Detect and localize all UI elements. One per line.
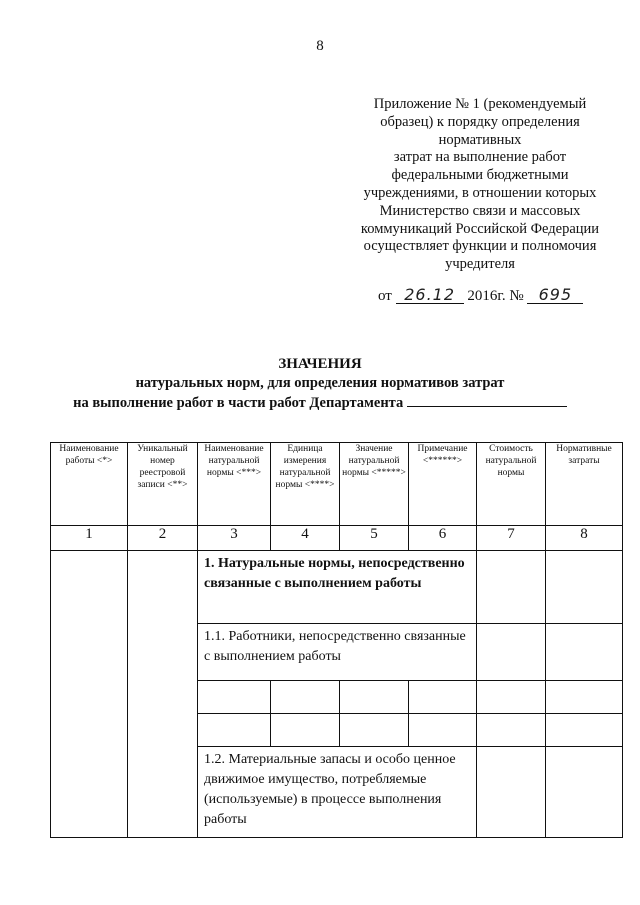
column-number: 4 xyxy=(271,526,340,551)
column-number: 1 xyxy=(51,526,128,551)
work-name-cell xyxy=(51,551,128,838)
column-number: 2 xyxy=(128,526,198,551)
table-cell xyxy=(340,681,409,714)
table-cell xyxy=(477,551,546,624)
header-cell: Стоимость натуральной нормы xyxy=(477,443,546,526)
subtitle-line-1: натуральных норм, для определения нормативов затрат xyxy=(135,375,505,391)
column-number: 5 xyxy=(340,526,409,551)
table-cell xyxy=(271,681,340,714)
appendix-line: федеральными бюджетными xyxy=(391,167,569,184)
norms-table xyxy=(50,442,623,838)
table-cell xyxy=(198,681,271,714)
header-cell: Уникальный номер реестровой записи <**> xyxy=(128,443,198,526)
appendix-line: осуществляет функции и полномочия xyxy=(363,238,597,255)
document-subtitle xyxy=(0,374,640,413)
table-cell xyxy=(546,624,623,681)
table-cell xyxy=(477,624,546,681)
column-number: 3 xyxy=(198,526,271,551)
appendix-line: учреждениями, в отношении которых xyxy=(363,184,597,201)
document-title: ЗНАЧЕНИЯ xyxy=(278,356,362,372)
appendix-line: учредителя xyxy=(445,256,515,273)
table-cell xyxy=(271,714,340,747)
header-cell: Наименование работы <*> xyxy=(51,443,128,526)
table-cell xyxy=(477,681,546,714)
table-cell xyxy=(409,714,477,747)
table-cell xyxy=(198,714,271,747)
table-cell xyxy=(477,714,546,747)
appendix-line: коммуникаций Российской Федерации xyxy=(360,220,600,237)
appendix-header xyxy=(330,96,630,274)
order-year-number-label: 2016г. № xyxy=(467,288,524,304)
table-cell xyxy=(409,681,477,714)
header-cell: Нормативные затраты xyxy=(546,443,623,526)
header-cell: Примечание <******> xyxy=(409,443,477,526)
table-cell xyxy=(340,714,409,747)
handwritten-date: 26.12 xyxy=(396,287,464,304)
page-number: 8 xyxy=(316,38,324,54)
appendix-line: Министерство связи и массовых xyxy=(379,202,581,219)
subtitle-line-2 xyxy=(0,393,640,413)
order-prefix: от xyxy=(378,288,392,304)
header-cell: Наименование натуральной нормы <***> xyxy=(198,443,271,526)
header-cell: Значение натуральной нормы <*****> xyxy=(340,443,409,526)
column-number: 6 xyxy=(409,526,477,551)
table-cell xyxy=(546,747,623,838)
table-cell xyxy=(546,714,623,747)
column-number-row xyxy=(51,526,623,551)
table-cell xyxy=(546,681,623,714)
table-cell xyxy=(546,551,623,624)
table-cell xyxy=(477,747,546,838)
subtitle-line-2-text: на выполнение работ в части работ Департамента xyxy=(73,395,404,411)
section-1-1-heading: 1.1. Работники, непосредственно связанные с выполнением работы xyxy=(198,624,477,681)
registry-number-cell xyxy=(128,551,198,838)
handwritten-order-number: 695 xyxy=(527,287,583,304)
appendix-line: Приложение № 1 (рекомендуемый xyxy=(373,96,587,112)
column-number: 7 xyxy=(477,526,546,551)
column-number: 8 xyxy=(546,526,623,551)
department-blank-line xyxy=(407,393,567,407)
appendix-line: затрат на выполнение работ xyxy=(393,149,567,166)
table-header-row xyxy=(51,443,623,526)
section-1-heading: 1. Натуральные нормы, непосредственно связанные с выполнением работы xyxy=(198,551,477,624)
appendix-line: образец) к порядку определения xyxy=(380,113,580,130)
order-line xyxy=(378,287,583,305)
appendix-line: нормативных xyxy=(438,131,522,148)
section-row xyxy=(51,551,623,624)
section-1-2-heading: 1.2. Материальные запасы и особо ценное движимое имущество, потребляемые (используемые) в процессе выполнения работы xyxy=(198,747,477,838)
header-cell: Единица измерения натуральной нормы <****> xyxy=(271,443,340,526)
